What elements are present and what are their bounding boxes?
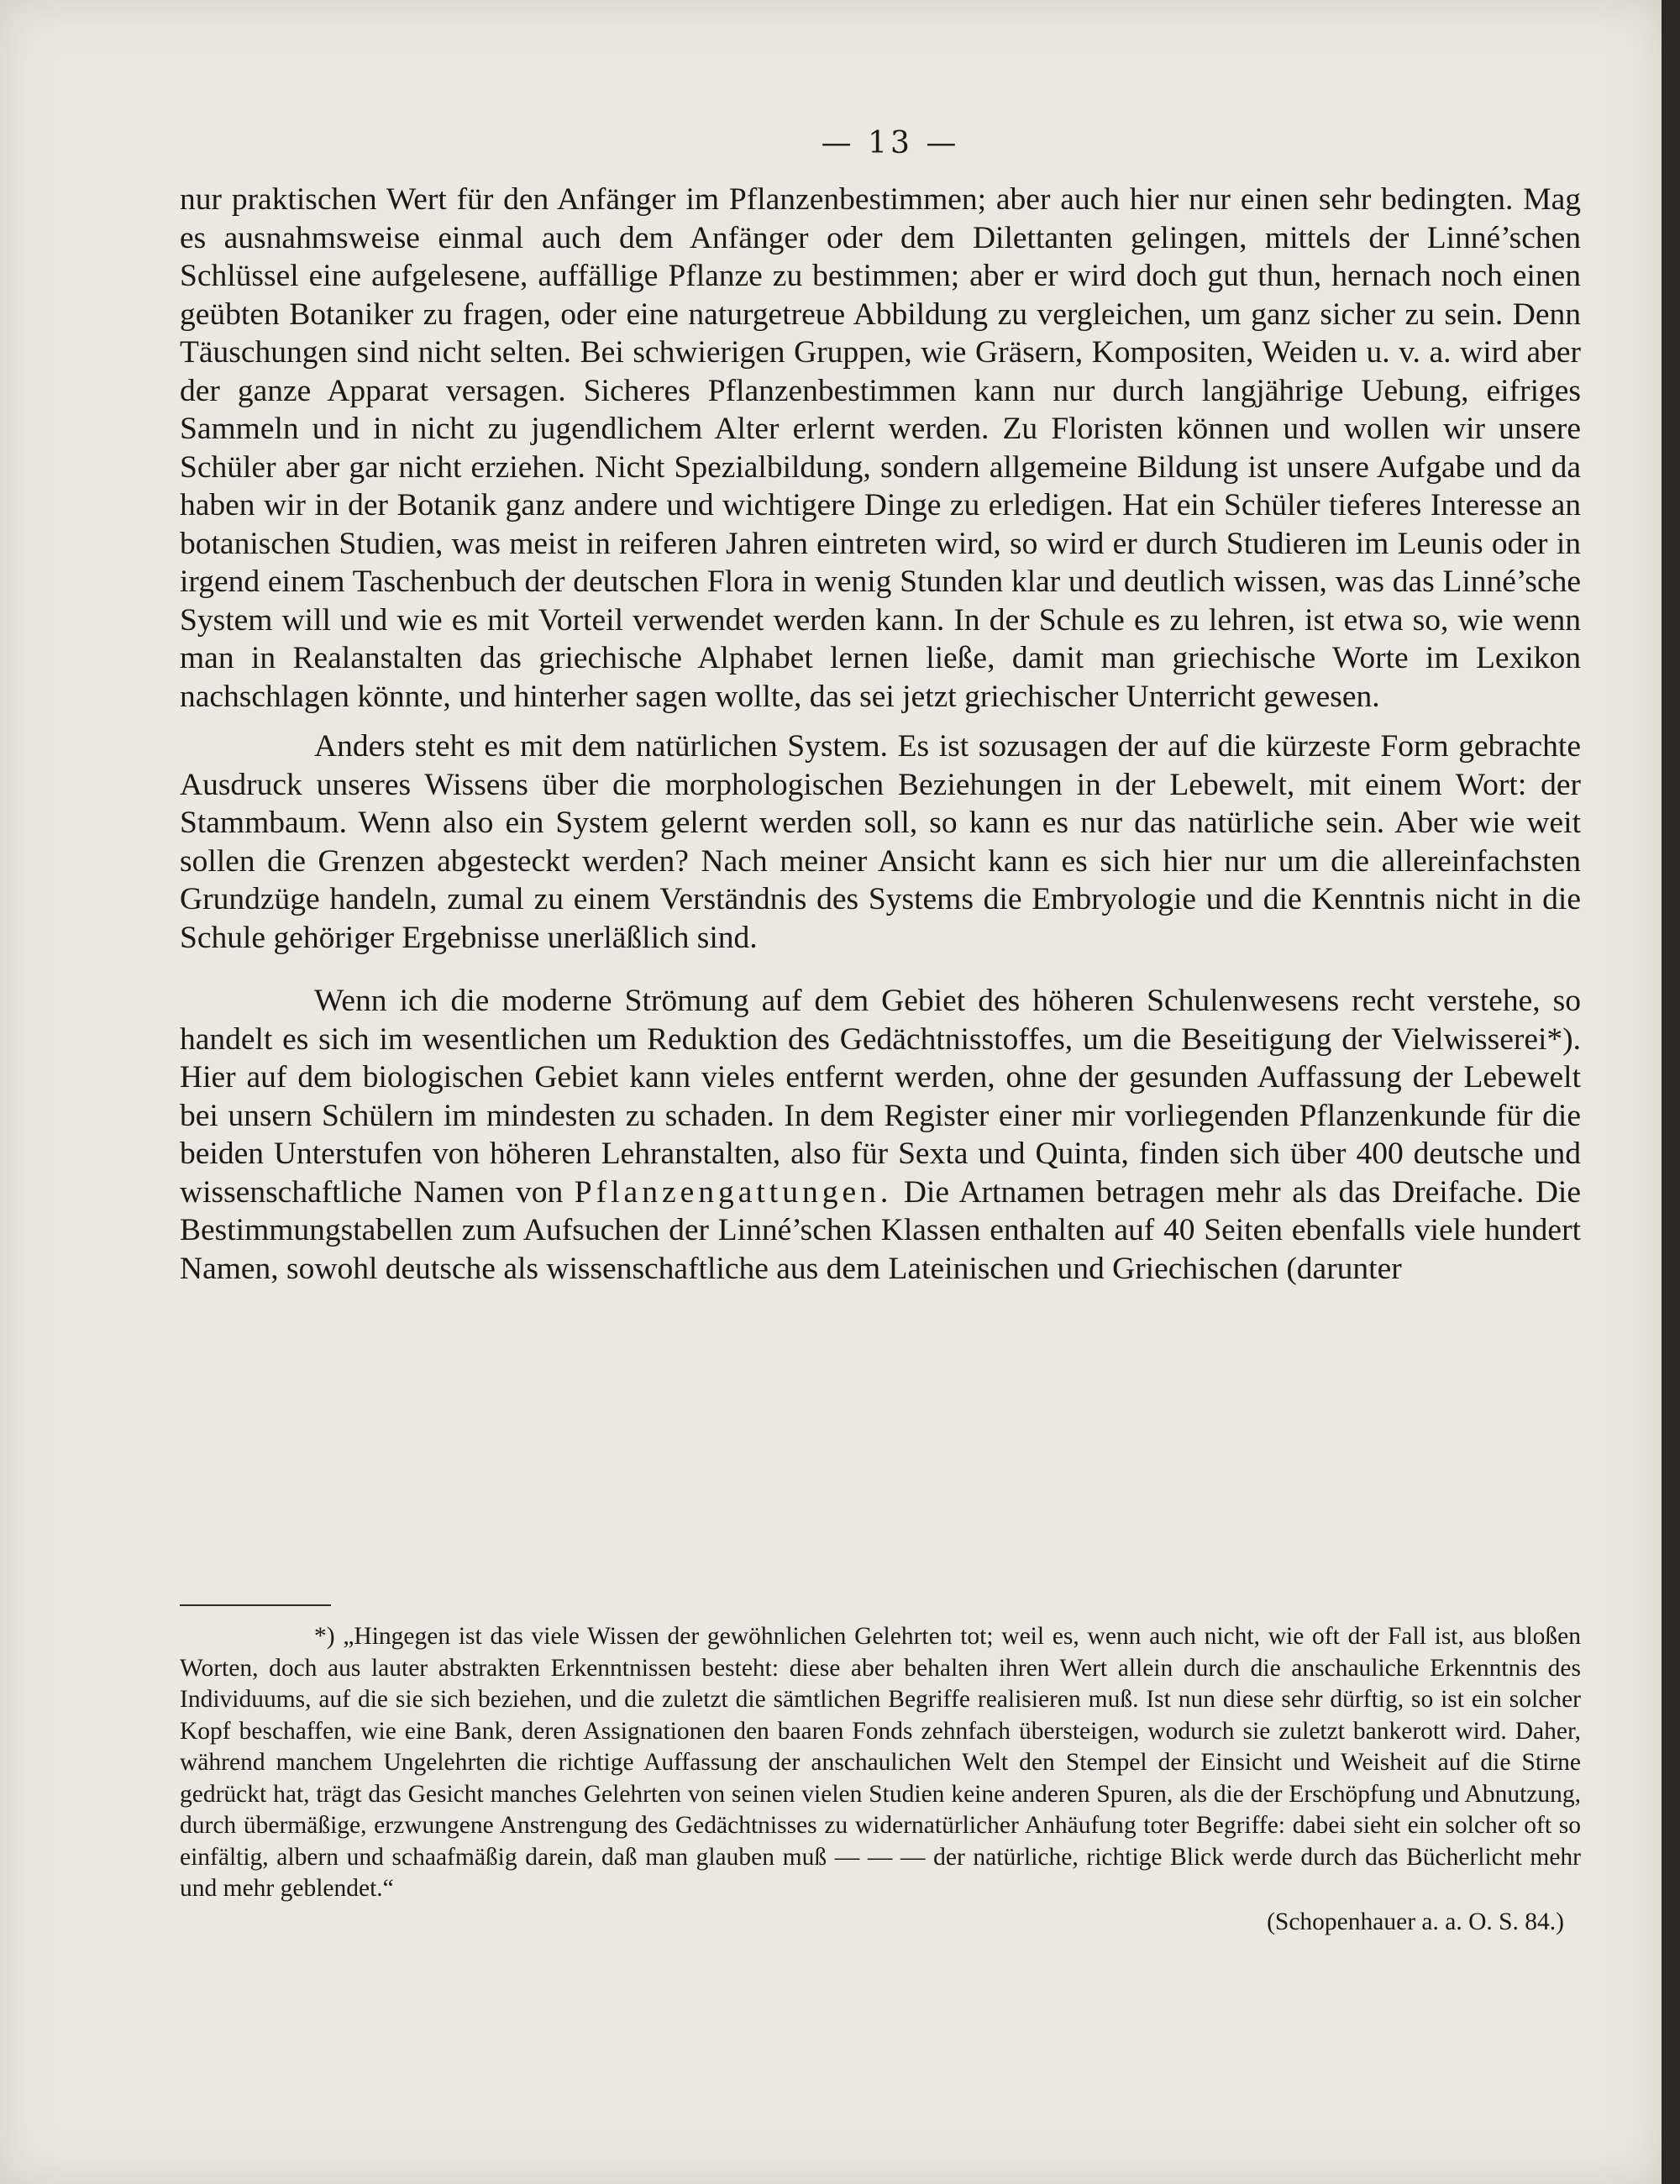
spaced-emphasis: Pflanzengattungen. [574, 1174, 893, 1210]
main-text [180, 181, 1581, 1288]
page-number: — 13 — [821, 126, 960, 160]
paragraph-3-part-2: Die Artnamen betragen mehr als das Dreifache. Die Bestimmungstabellen zum Aufsuchen der Linné’schen Klassen enthalten auf 40 Seiten ebenfalls viele hundert Namen, sowohl deutsche als wissenschaftliche aus dem Lateinischen und Griechischen (darunter [180, 1174, 1581, 1286]
paragraph-2: Anders steht es mit dem natürlichen System. Es ist sozusagen der auf die kürzeste Form gebrachte Ausdruck unseres Wissens über die morphologischen Beziehungen in der Lebewelt, mit einem Wort: der Stammbaum. Wenn also ein System gelernt werden soll, so kann es nur das natürliche sein. Aber wie weit sollen die Grenzen abgesteckt werden? Nach meiner Ansicht kann es sich hier nur um die allereinfachsten Grundzüge handeln, zumal zu einem Verständnis des Systems die Embryologie und die Kenntnis nicht in die Schule gehöriger Ergebnisse unerläßlich sind. [180, 729, 1581, 955]
footnote-text: *) „Hingegen ist das viele Wissen der gewöhnlichen Gelehrten tot; weil es, wenn auch nicht, wie oft der Fall ist, aus bloßen Worten, doch aus lauter abstrakten Erkenntnissen besteht: diese aber behalten ihren Wert allein durch die anschauliche Erkenntnis des Individuums, auf die sie sich beziehen, und die zuletzt die sämtlichen Begriffe realisieren muß. Ist nun diese sehr dürftig, so ist ein solcher Kopf beschaffen, wie eine Bank, deren Assignationen den baaren Fonds zehnfach übersteigen, wodurch sie zuletzt bankerott wird. Daher, während manchem Ungelehrten die richtige Auffassung der anschaulichen Welt den Stempel der Einsicht und Weisheit auf die Stirne gedrückt hat, trägt das Gesicht manches Gelehrten von seinen vielen Studien keine anderen Spuren, als die der Erschöpfung und Abnutzung, durch übermäßige, erzwungene Anstrengung des Gedächtnisses zu widernatürlicher Anhäufung toter Begriffe: dabei sieht ein solcher oft so einfältig, albern und schaafmäßig darein, daß man glauben muß — — — der natürliche, richtige Blick werde durch das Bücherlicht mehr und mehr geblendet.“ [180, 1623, 1581, 1902]
paragraph-3-part-1: Wenn ich die moderne Strömung auf dem Gebiet des höheren Schulenwesens recht verstehe, so handelt es sich im wesentlichen um Reduktion des Gedächtnisstoffes, um die Beseitigung der Vielwisserei*). Hier auf dem biologischen Gebiet kann vieles entfernt werden, ohne der gesunden Auffassung der Lebewelt bei unsern Schülern im mindesten zu schaden. In dem Register einer mir vorliegenden Pflanzenkunde für die beiden Unterstufen von höheren Lehranstalten, also für Sexta und Quinta, finden sich über 400 deutsche und wissenschaftliche Namen von [180, 984, 1581, 1210]
footnote-divider [180, 1604, 331, 1606]
paragraph-3 [180, 982, 1581, 1288]
footnote-source: (Schopenhauer a. a. O. S. 84.) [1267, 1908, 1564, 1935]
paragraph-1: nur praktischen Wert für den Anfänger im Pflanzenbestimmen; aber auch hier nur einen sehr bedingten. Mag es ausnahmsweise einmal auch dem Anfänger oder dem Dilettanten gelingen, mittels der Linné’schen Schlüssel eine aufgelesene, auffällige Pflanze zu bestimmen; aber er wird doch gut thun, hernach noch einen geübten Botaniker zu fragen, oder eine naturgetreue Abbildung zu vergleichen, um ganz sicher zu sein. Denn Täuschungen sind nicht selten. Bei schwierigen Gruppen, wie Gräsern, Kompositen, Weiden u. v. a. wird aber der ganze Apparat versagen. Sicheres Pflanzenbestimmen kann nur durch langjährige Uebung, eifriges Sammeln und in nicht zu jugendlichem Alter erlernt werden. Zu Floristen können und wollen wir unsere Schüler aber gar nicht erziehen. Nicht Spezialbildung, sondern allgemeine Bildung ist unsere Aufgabe und da haben wir in der Botanik ganz andere und wichtigere Dinge zu erledigen. Hat ein Schüler tieferes Interesse an botanischen Studien, was meist in reiferen Jahren eintreten wird, so wird er durch Studieren im Leunis oder in irgend einem Taschenbuch der deutschen Flora in wenig Stunden klar und deutlich wissen, was das Linné’sche System will und wie es mit Vorteil verwendet werden kann. In der Schule es zu lehren, ist etwa so, wie wenn man in Realanstalten das griechische Alphabet lernen ließe, damit man griechische Worte im Lexikon nachschlagen könnte, und hinterher sagen wollte, das sei jetzt griechischer Unterricht gewesen. [180, 182, 1581, 714]
footnote [180, 1621, 1581, 1938]
